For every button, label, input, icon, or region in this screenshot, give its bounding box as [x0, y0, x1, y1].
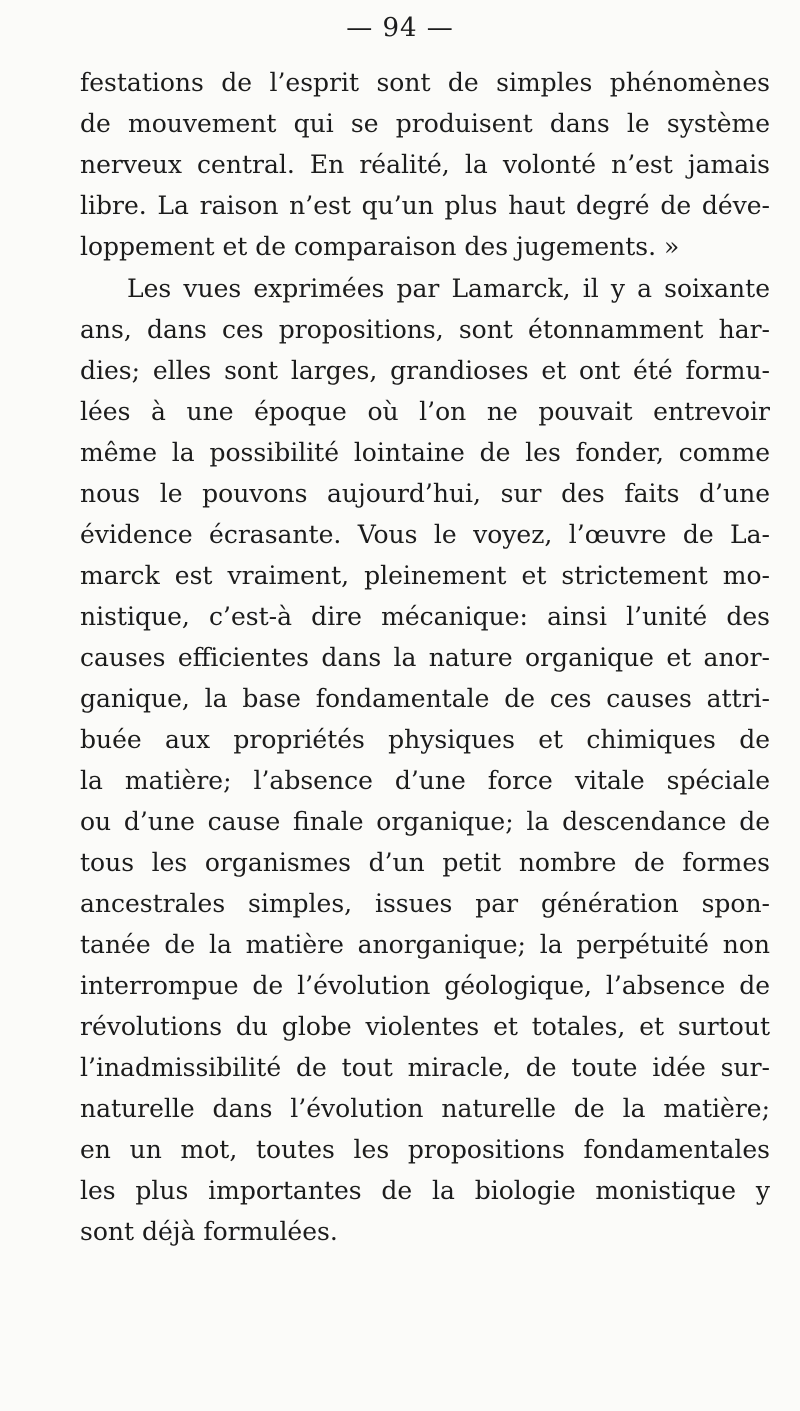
- text-line: sont déjà formulées.: [80, 1217, 338, 1246]
- text-line: ou d’une cause finale organique; la descendance de: [80, 807, 770, 836]
- text-line: ganique, la base fondamentale de ces causes attri-: [80, 684, 770, 713]
- text-line: nous le pouvons aujourd’hui, sur des faits d’une: [80, 479, 770, 508]
- text-line: ans, dans ces propositions, sont étonnamment har-: [80, 315, 770, 344]
- text-line: dies; elles sont larges, grandioses et ont été formu-: [80, 356, 770, 385]
- text-line: nistique, c’est-à dire mécanique: ainsi l’unité des: [80, 602, 770, 631]
- text-line: ancestrales simples, issues par génération spon-: [80, 889, 770, 918]
- text-line: Les vues exprimées par Lamarck, il y a soixante: [127, 274, 770, 303]
- text-line: révolutions du globe violentes et totales, et surtout: [80, 1012, 770, 1041]
- paragraph-1: [80, 62, 770, 267]
- text-line: l’inadmissibilité de tout miracle, de toute idée sur-: [80, 1053, 770, 1082]
- text-line: les plus importantes de la biologie monistique y: [80, 1176, 770, 1205]
- page-number: — 94 —: [346, 13, 454, 43]
- text-line: marck est vraiment, pleinement et strictement mo-: [80, 561, 770, 590]
- text-line: nerveux central. En réalité, la volonté n’est jamais: [80, 150, 770, 179]
- text-line: en un mot, toutes les propositions fondamentales: [80, 1135, 770, 1164]
- text-line: libre. La raison n’est qu’un plus haut degré de déve-: [80, 191, 770, 220]
- text-line: buée aux propriétés physiques et chimiques de: [80, 725, 770, 754]
- text-line: tous les organismes d’un petit nombre de formes: [80, 848, 770, 877]
- text-line: causes efficientes dans la nature organique et anor-: [80, 643, 770, 672]
- text-line: interrompue de l’évolution géologique, l’absence de: [80, 971, 770, 1000]
- text-line: même la possibilité lointaine de les fonder, comme: [80, 438, 770, 467]
- text-line: naturelle dans l’évolution naturelle de la matière;: [80, 1094, 770, 1123]
- paragraph-2: [80, 268, 770, 1252]
- text-line: la matière; l’absence d’une force vitale spéciale: [80, 766, 770, 795]
- text-line: de mouvement qui se produisent dans le système: [80, 109, 770, 138]
- text-line: tanée de la matière anorganique; la perpétuité non: [80, 930, 770, 959]
- text-line: lées à une époque où l’on ne pouvait entrevoir: [80, 397, 770, 426]
- text-line: festations de l’esprit sont de simples phénomènes: [80, 68, 770, 97]
- text-line: évidence écrasante. Vous le voyez, l’œuvre de La-: [80, 520, 770, 549]
- text-line: loppement et de comparaison des jugements. »: [80, 232, 680, 261]
